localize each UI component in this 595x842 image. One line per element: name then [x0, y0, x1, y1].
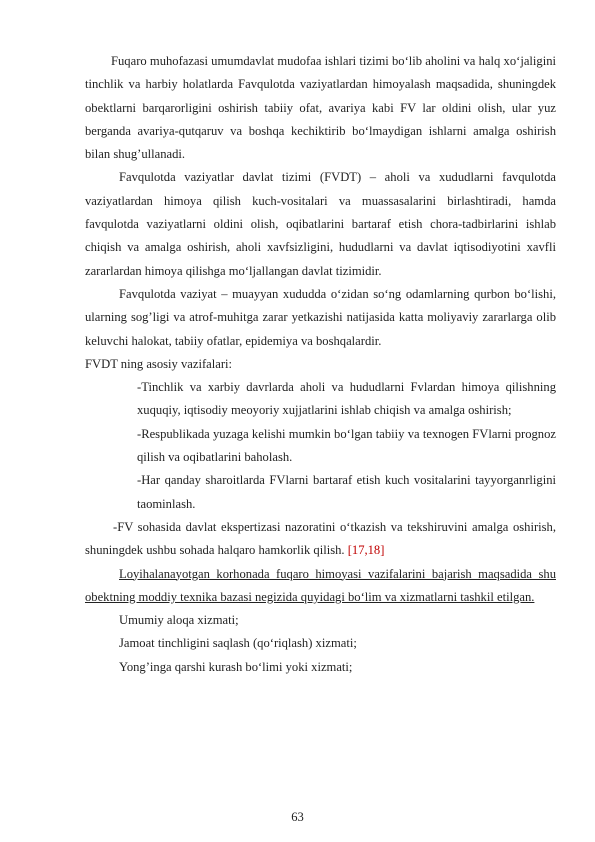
page-number: 63	[291, 810, 304, 824]
paragraph-civil-defense: Fuqaro muhofazasi umumdavlat mudofaa ishlari tizimi bo‘lib aholini va halq xo‘jaligini tinchlik va harbiy holatlarda Favqulotda vaziyatlardan himoyalash maqsadida, shuningdek obektlarni barqarorligini oshirish tabiiy ofat, avariya kabi FV lar oldini olish, ular yuz berganda avariya-qutqaruv va boshqa kechiktirib bo‘lmaydigan ishlarni amalga oshirish bilan shug’ullanadi.	[85, 54, 556, 162]
task-item-3: -Har qanday sharoitlarda FVlarni bartaraf etish kuch vositalarini tayyorganrligini taominlash.	[137, 473, 556, 511]
task-item-2: -Respublikada yuzaga kelishi mumkin bo‘lgan tabiiy va texnogen FVlarni prognoz qilish va oqibatlarini baholash.	[137, 426, 556, 465]
paragraph-fvdt-definition: Favqulotda vaziyatlar davlat tizimi (FVDT) – aholi va xududlarni favqulotda vaziyatlardan himoya qilish kuch-vositalari va muassasalarini birlashtiradi, hamda favqulotda vaziyatlarni oldini olish, oqibatlarini bartaraf etish chora-tadbirlarini ishlab chiqish va amalga oshirish, aholi xavfsizligini, hududlarni va davlat iqtisodiyotini xavfli zararlardan himoya qilishga mo‘ljallangan davlat tizimidir.	[85, 170, 556, 278]
paragraph-organization: Loyihalanayotgan korhonada fuqaro himoyasi vazifalarini bajarish maqsadida shu obektning moddiy texnika bazasi negizida quyidagi bo‘lim va xizmatlarni tashkil etilgan.	[85, 566, 556, 604]
citation-reference: [17,18]	[347, 543, 385, 558]
paragraph-emergency-definition: Favqulotda vaziyat – muayyan xududda o‘zidan so‘ng odamlarning qurbon bo‘lishi, ularning sog’ligi va atrof-muhitga zarar yetkazishi natijasida katta moliyaviy zararlarga olib keluvchi halokat, tabiiy ofatlar, epidemiya va boshqalardir.	[85, 286, 556, 348]
paragraph-expertise	[85, 516, 556, 563]
service-item-2: Jamoat tinchligini saqlash (qo‘riqlash) xizmati;	[119, 636, 357, 651]
paragraph-expertise-text: -FV sohasida davlat ekspertizasi nazoratini o‘tkazish va tekshiruvini amalga oshirish, shuningdek ushbu sohada halqaro hamkorlik qilish.	[85, 519, 556, 558]
service-item-1: Umumiy aloqa xizmati;	[119, 613, 239, 628]
task-item-1: -Tinchlik va xarbiy davrlarda aholi va hududlarni Fvlardan himoya qilishning xuquqiy, iqtisodiy meoyoriy xujjatlarini ishlab chiqish va amalga oshirish;	[137, 380, 556, 418]
service-item-3: Yong’inga qarshi kurash bo‘limi yoki xizmati;	[119, 659, 353, 674]
tasks-heading: FVDT ning asosiy vazifalari:	[85, 356, 233, 371]
document-page	[85, 50, 556, 679]
